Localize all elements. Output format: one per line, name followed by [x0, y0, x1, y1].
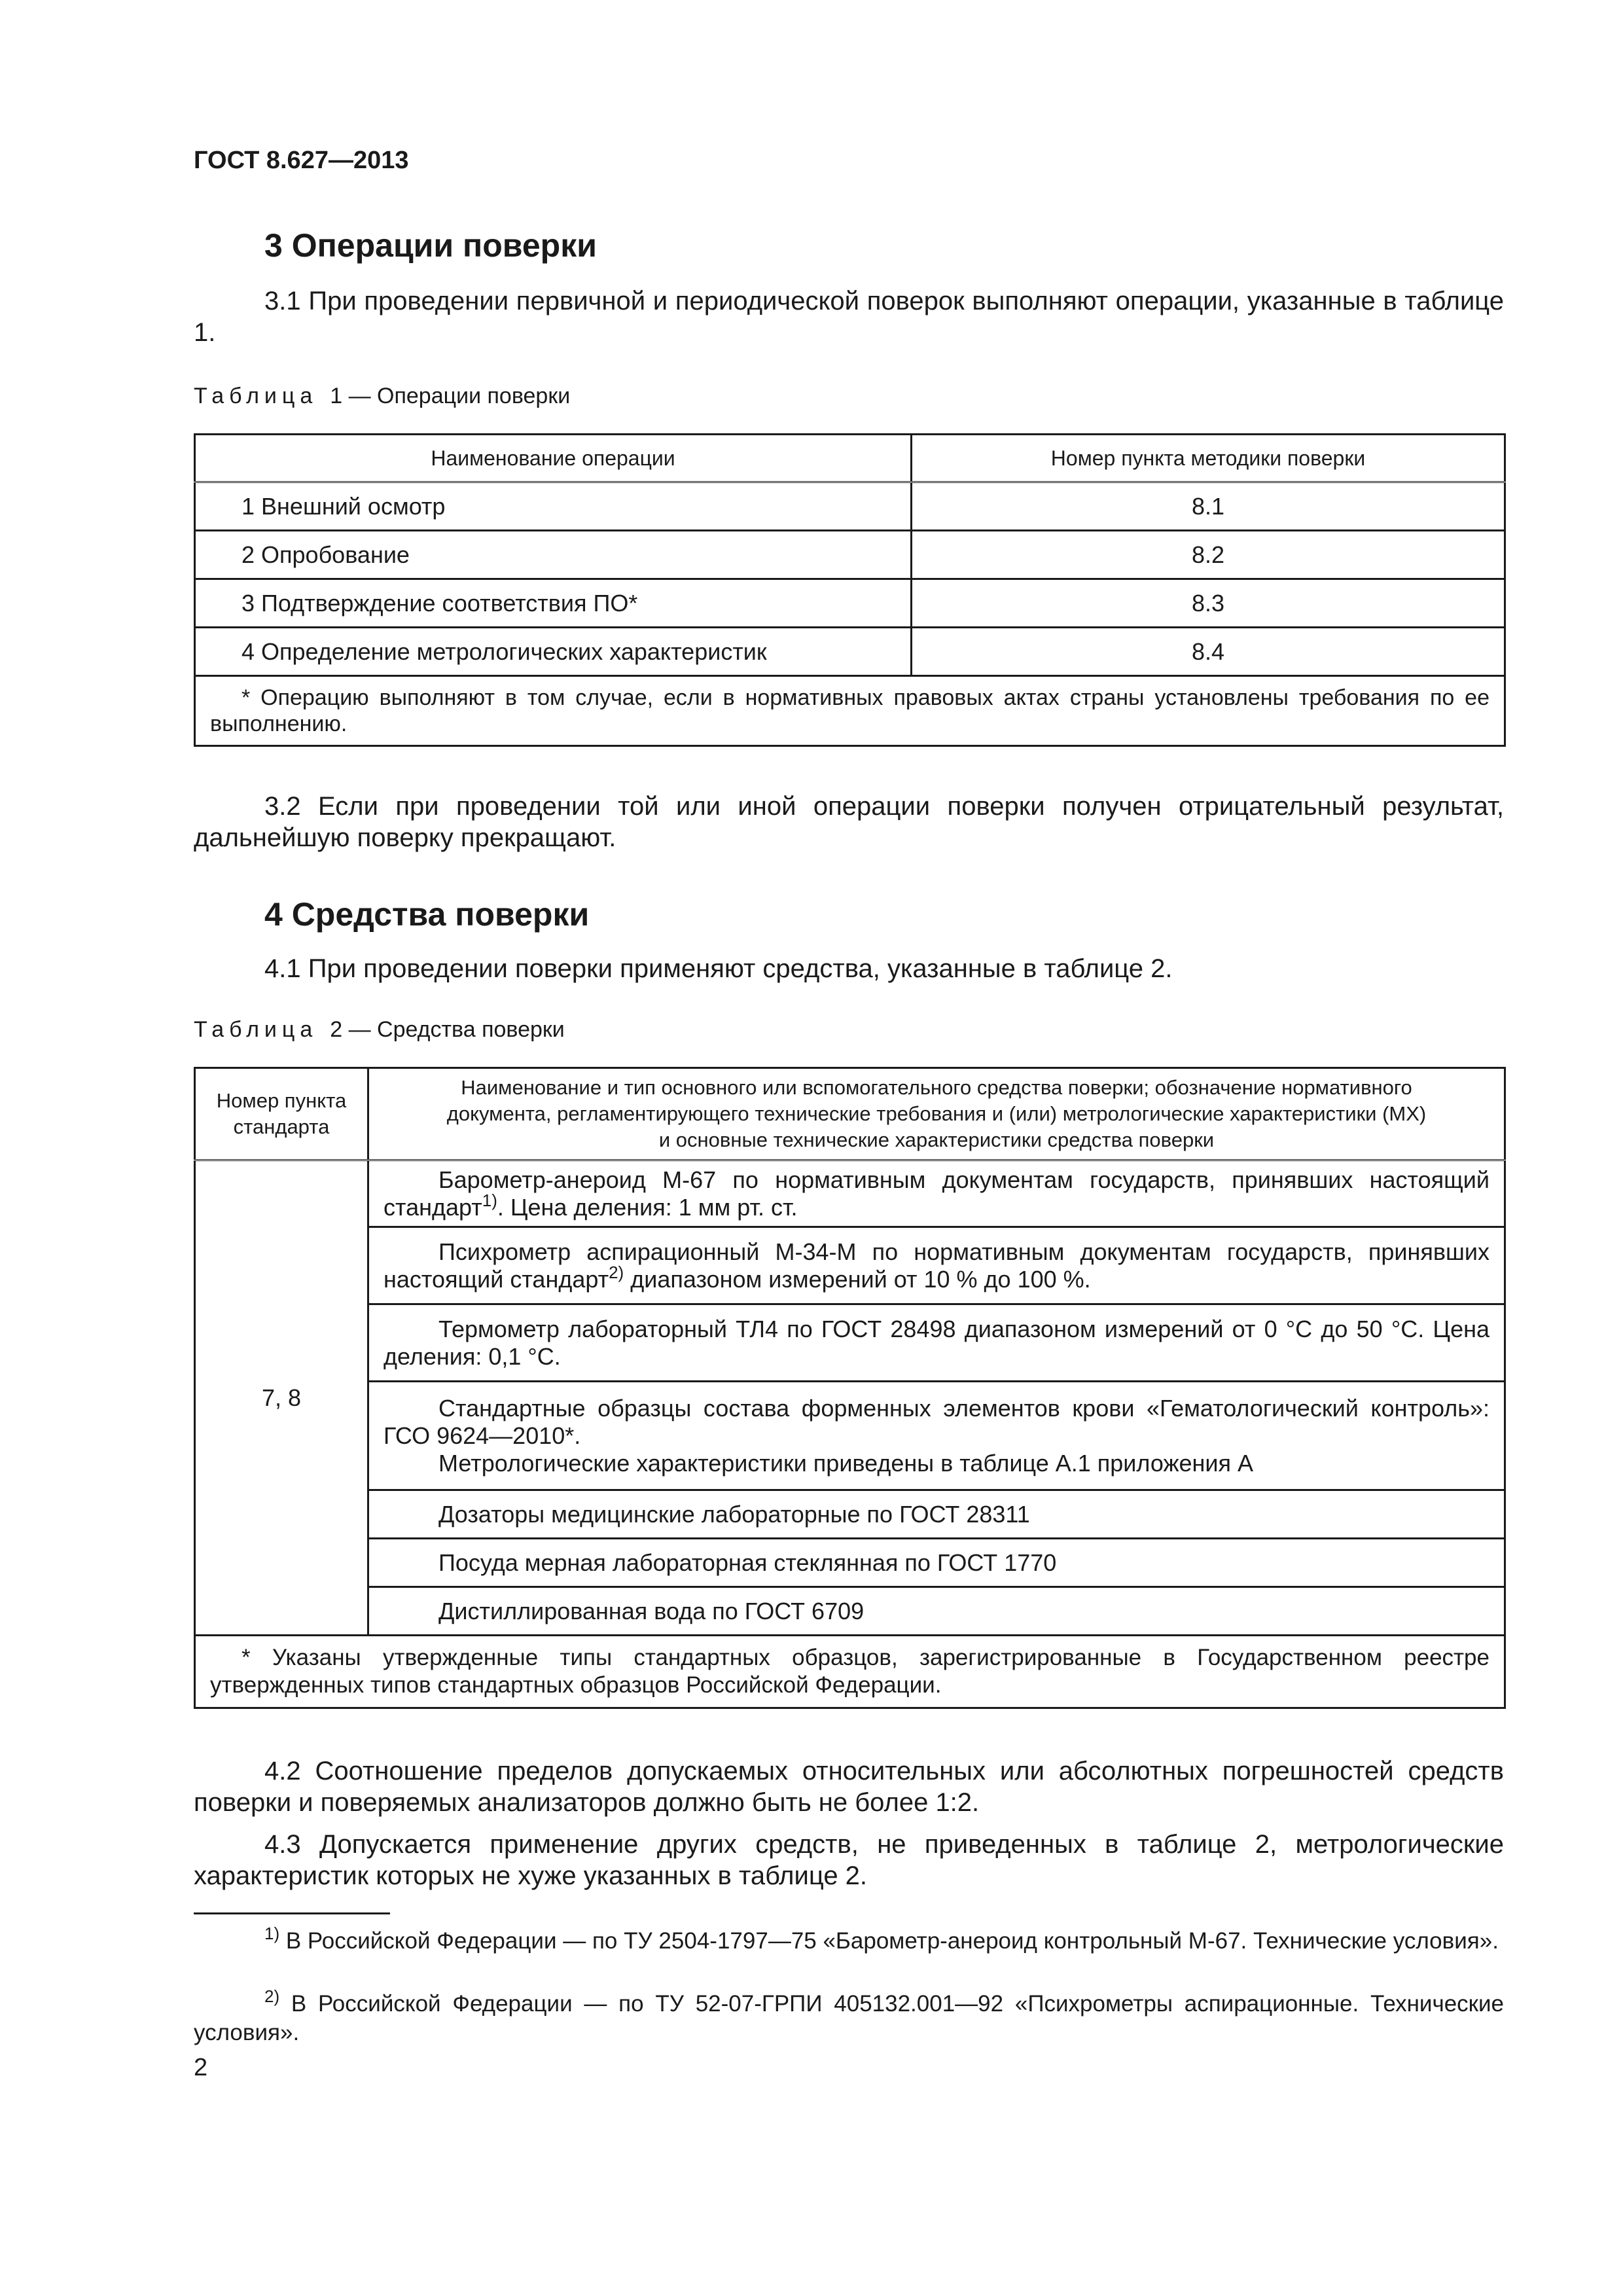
operation-name: 2 Опробование — [195, 531, 912, 579]
means-item: Посуда мерная лабораторная стеклянная по ГОСТ 1770 — [368, 1539, 1505, 1587]
table-row — [195, 1539, 1505, 1587]
operation-name: 1 Внешний осмотр — [195, 482, 912, 531]
table-2-header-clause: Номер пункта стандарта — [195, 1068, 368, 1160]
paragraph-4-2: 4.2 Соотношение пределов допускаемых относительных или абсолютных погрешностей средств поверки и поверяемых анализаторов должно быть не более 1:2. — [194, 1757, 1504, 1817]
means-item-text: Стандартные образцы состава форменных элементов крови «Гематологический контроль»: ГСО 9624—2010*. — [383, 1394, 1489, 1449]
table-row — [195, 1227, 1505, 1304]
table-row — [195, 482, 1505, 531]
table-1-caption-text: 1 — Операции поверки — [330, 384, 571, 408]
page-number: 2 — [194, 2054, 208, 2081]
means-item: Дозаторы медицинские лабораторные по ГОСТ 28311 — [368, 1490, 1505, 1539]
operation-clause: 8.4 — [912, 628, 1505, 676]
means-item: Термометр лабораторный ТЛ4 по ГОСТ 28498 диапазоном измерений от 0 °С до 50 °С. Цена деления: 0,1 °С. — [368, 1304, 1505, 1382]
section-4-title: 4 Средства поверки — [264, 896, 590, 933]
table-2-note-text: * Указаны утвержденные типы стандартных образцов, зарегистрированные в Государственном реестре утвержденных типов стандартных образцов Российской Федерации. — [210, 1645, 1489, 1698]
means-item-extra: Метрологические характеристики приведены в таблице А.1 приложения А — [438, 1449, 1254, 1477]
table-1-caption-word: Таблица — [194, 384, 318, 408]
means-item-text: Психрометр аспирационный М-34-М по нормативным документам государств, принявших настоящий стандарт — [383, 1238, 1489, 1293]
footnote-1 — [194, 1924, 1504, 1956]
standard-designation: ГОСТ 8.627—2013 — [194, 147, 409, 174]
table-row — [195, 1490, 1505, 1539]
table-1 — [194, 433, 1506, 747]
table-row — [195, 1160, 1505, 1227]
operation-name: 3 Подтверждение соответствия ПО* — [195, 579, 912, 628]
table-2-caption — [194, 1017, 565, 1043]
footnote-2-text: В Российской Федерации — по ТУ 52-07-ГРПИ 405132.001—92 «Психрометры аспирационные. Технические условия». — [194, 1991, 1504, 2045]
table-2-header-line-1: Наименование и тип основного или вспомогательного средства поверки; обозначение нормативного — [461, 1076, 1412, 1099]
table-2-header-line-2: документа, регламентирующего технические требования и (или) метрологические характеристики (МХ) — [446, 1102, 1427, 1125]
footnote-1-text: В Российской Федерации — по ТУ 2504-1797—75 «Барометр-анероид контрольный М-67. Технические условия». — [279, 1928, 1499, 1954]
means-item — [368, 1227, 1505, 1304]
section-3-title: 3 Операции поверки — [264, 227, 597, 264]
paragraph-4-3: 4.3 Допускается применение других средств, не приведенных в таблице 2, метрологические характеристик которых не хуже указанных в таблице 2. — [194, 1830, 1504, 1890]
table-1-caption — [194, 384, 570, 409]
paragraph-3-2: 3.2 Если при проведении той или иной операции поверки получен отрицательный результат, дальнейшую поверку прекращают. — [194, 792, 1504, 852]
paragraph-3-1: 3.1 При проведении первичной и периодической поверок выполняют операции, указанные в таблице 1. — [194, 287, 1504, 347]
table-2-caption-text: 2 — Средства поверки — [330, 1017, 565, 1042]
table-2-header-means — [368, 1068, 1505, 1160]
footnote-ref-2: 2) — [609, 1262, 624, 1282]
table-1-header-num: Номер пункта методики поверки — [912, 435, 1505, 482]
table-row — [195, 579, 1505, 628]
operation-name: 4 Определение метрологических характеристик — [195, 628, 912, 676]
paragraph-4-1: 4.1 При проведении поверки применяют средства, указанные в таблице 2. — [264, 954, 1173, 983]
table-2-header-line-3: и основные технические характеристики средства поверки — [658, 1128, 1215, 1151]
table-2-note-row — [195, 1636, 1505, 1708]
table-1-note-row — [195, 676, 1505, 746]
means-item-text-cont: диапазоном измерений от 10 % до 100 %. — [624, 1265, 1091, 1293]
table-2-header-row — [195, 1068, 1505, 1160]
table-1-note-text: * Операцию выполняют в том случае, если в нормативных правовых актах страны установлены требования по ее выполнению. — [210, 685, 1489, 736]
footnote-2 — [194, 1986, 1504, 2047]
operation-clause: 8.3 — [912, 579, 1505, 628]
table-1-note — [195, 676, 1505, 746]
footnote-separator — [194, 1912, 390, 1914]
means-item — [368, 1160, 1505, 1227]
table-1-header-name: Наименование операции — [195, 435, 912, 482]
operation-clause: 8.1 — [912, 482, 1505, 531]
table-2-note — [195, 1636, 1505, 1708]
table-row — [195, 1382, 1505, 1490]
operation-clause: 8.2 — [912, 531, 1505, 579]
standard-clause-ref: 7, 8 — [195, 1160, 368, 1636]
means-item-text: Барометр-анероид М-67 по нормативным документам государств, принявших настоящий стандарт — [383, 1166, 1489, 1221]
footnote-1-mark: 1) — [264, 1924, 280, 1943]
table-row — [195, 531, 1505, 579]
table-1-header-row — [195, 435, 1505, 482]
means-item — [368, 1382, 1505, 1490]
table-2 — [194, 1067, 1506, 1709]
means-item-text-cont: . Цена деления: 1 мм рт. ст. — [497, 1193, 798, 1221]
table-2-caption-word: Таблица — [194, 1017, 318, 1042]
table-row — [195, 1304, 1505, 1382]
means-item: Дистиллированная вода по ГОСТ 6709 — [368, 1587, 1505, 1636]
footnote-2-mark: 2) — [264, 1986, 280, 2006]
footnote-ref-1: 1) — [482, 1190, 497, 1210]
table-row — [195, 1587, 1505, 1636]
table-row — [195, 628, 1505, 676]
